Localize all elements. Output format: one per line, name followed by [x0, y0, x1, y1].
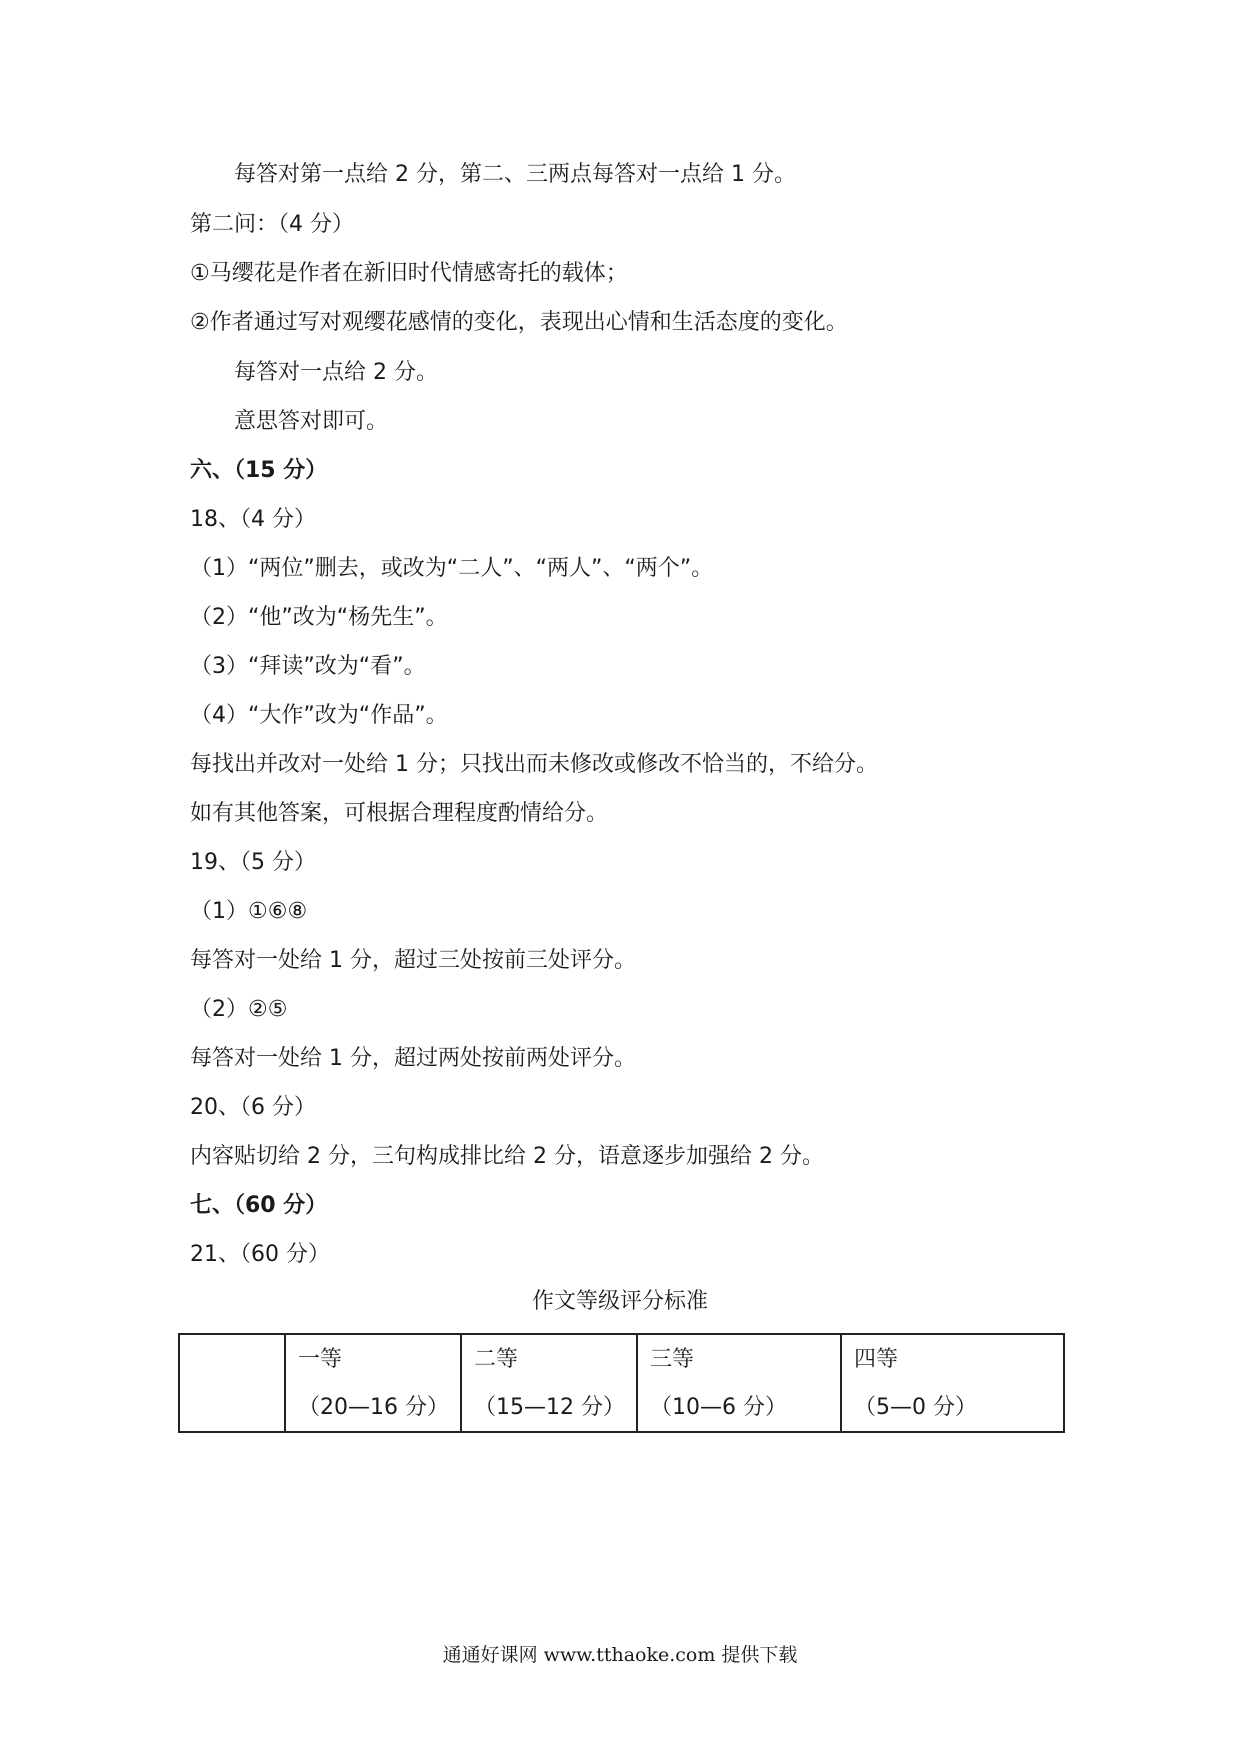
grade-name: 四等: [854, 1347, 899, 1372]
page-footer: 通通好课网 www.tthaoke.com 提供下载: [442, 1644, 798, 1666]
text-line: 20、（6 分）: [190, 1095, 316, 1120]
text-line: 每找出并改对一处给 1 分；只找出而未修改或修改不恰当的，不给分。: [190, 752, 878, 777]
text-line: 19、（5 分）: [190, 850, 316, 875]
grade-range: （20—16 分）: [298, 1395, 449, 1420]
text-line: 每答对一点给 2 分。: [234, 360, 438, 385]
section-heading: 六、（15 分）: [190, 458, 328, 483]
text-line: （3）“拜读”改为“看”。: [190, 654, 426, 679]
grade-cell-1: [285, 1334, 461, 1432]
grade-name: 一等: [298, 1347, 343, 1372]
grade-name: 二等: [474, 1347, 519, 1372]
table-row: [179, 1334, 1064, 1432]
text-line: （1）①⑥⑧: [190, 899, 308, 924]
text-line: （4）“大作”改为“作品”。: [190, 703, 448, 728]
text-line: 意思答对即可。: [234, 409, 389, 434]
grade-range: （10—6 分）: [650, 1395, 787, 1420]
text-line: （2）“他”改为“杨先生”。: [190, 605, 448, 630]
text-line: 18、（4 分）: [190, 507, 316, 532]
text-line: 每答对第一点给 2 分，第二、三两点每答对一点给 1 分。: [234, 162, 796, 187]
grade-cell-4: [841, 1334, 1064, 1432]
text-line: （1）“两位”删去，或改为“二人”、“两人”、“两个”。: [190, 556, 714, 581]
text-line: ②作者通过写对观缨花感情的变化，表现出心情和生活态度的变化。: [190, 310, 848, 335]
grade-range: （15—12 分）: [474, 1395, 625, 1420]
grade-name: 三等: [650, 1347, 695, 1372]
text-line: 每答对一处给 1 分，超过两处按前两处评分。: [190, 1046, 636, 1071]
grade-range: （5—0 分）: [854, 1395, 977, 1420]
text-line: ①马缨花是作者在新旧时代情感寄托的载体；: [190, 261, 628, 286]
grade-cell-2: [461, 1334, 637, 1432]
table-title: 作文等级评分标准: [531, 1289, 708, 1314]
grading-table: [178, 1333, 1065, 1433]
grade-cell-3: [637, 1334, 841, 1432]
text-line: 如有其他答案，可根据合理程度酌情给分。: [190, 801, 609, 826]
text-line: 内容贴切给 2 分，三句构成排比给 2 分，语意逐步加强给 2 分。: [190, 1144, 824, 1169]
section-heading: 七、（60 分）: [190, 1193, 328, 1218]
text-line: （2）②⑤: [190, 997, 288, 1022]
text-line: 第二问：（4 分）: [190, 212, 354, 237]
text-line: 每答对一处给 1 分，超过三处按前三处评分。: [190, 948, 636, 973]
row-header-cell: [179, 1334, 285, 1432]
text-line: 21、（60 分）: [190, 1242, 330, 1267]
